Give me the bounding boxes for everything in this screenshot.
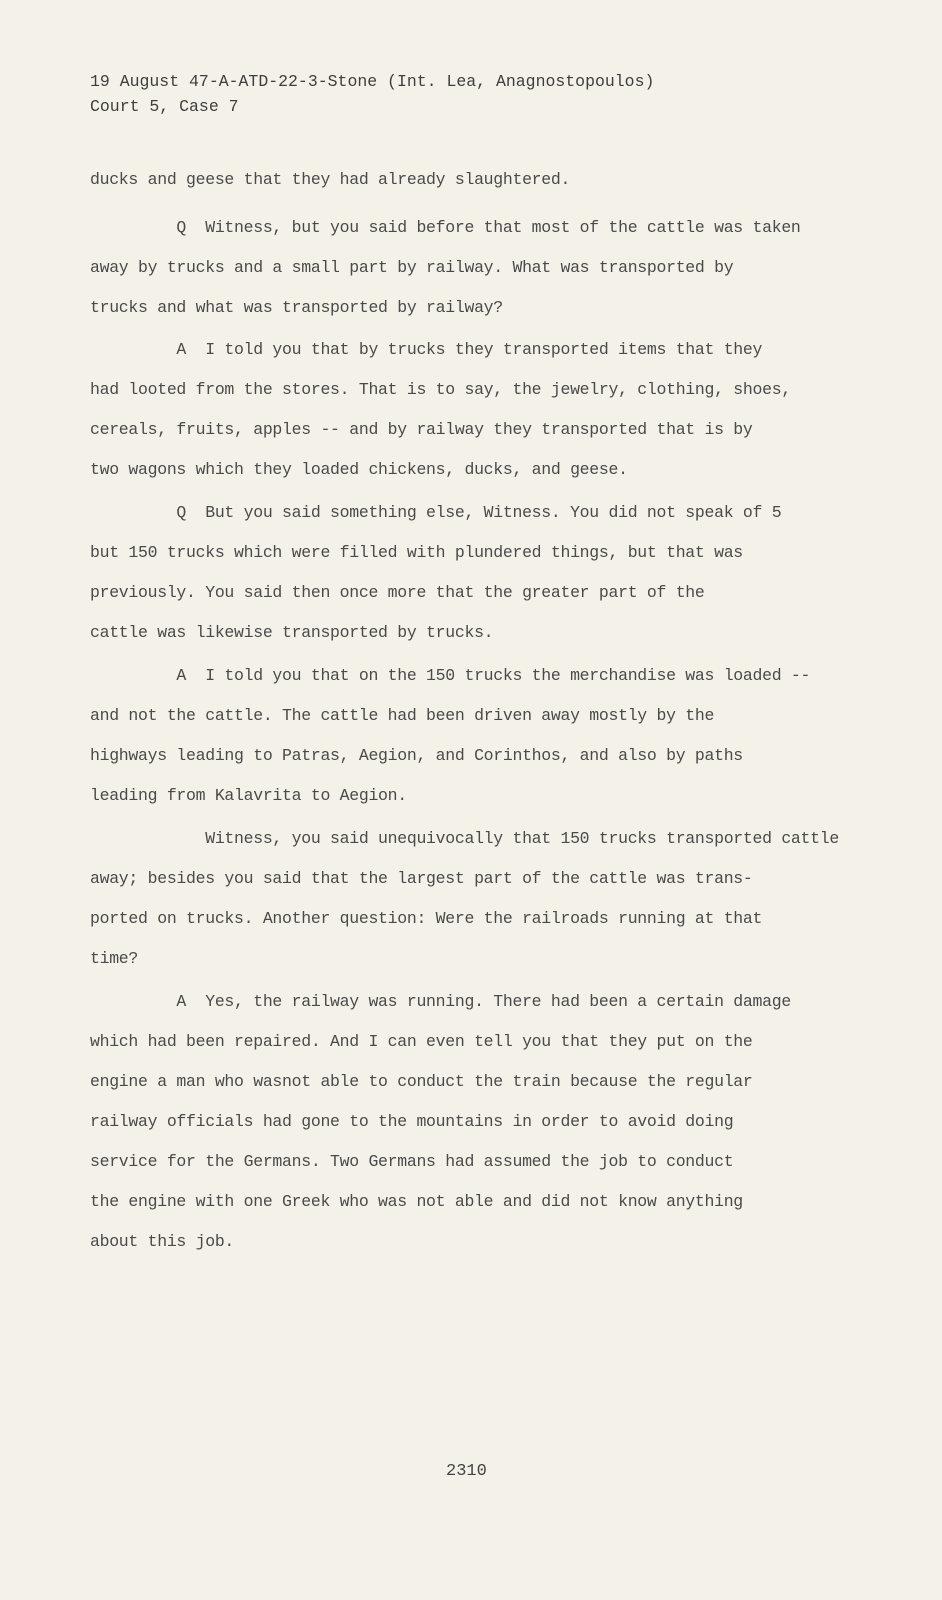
text-line: two wagons which they loaded chickens, ducks, and geese. (90, 460, 628, 479)
text-line: railway officials had gone to the mountains in order to avoid doing (90, 1112, 734, 1131)
text-line: about this job. (90, 1232, 235, 1251)
text-line: Witness, you said unequivocally that 150 trucks transported cattle (90, 829, 839, 848)
text-line: A Yes, the railway was running. There had been a certain damage (90, 992, 791, 1011)
text-line: time? (90, 949, 139, 968)
text-line: the engine with one Greek who was not able and did not know anything (90, 1192, 743, 1211)
text-line: highways leading to Patras, Aegion, and Corinthos, and also by paths (90, 746, 743, 765)
text-line: A I told you that on the 150 trucks the merchandise was loaded -- (90, 666, 811, 685)
text-line: cereals, fruits, apples -- and by railway they transported that is by (90, 420, 753, 439)
text-line: service for the Germans. Two Germans had assumed the job to conduct (90, 1152, 734, 1171)
text-line: ported on trucks. Another question: Were the railroads running at that (90, 909, 763, 928)
text-line: which had been repaired. And I can even tell you that they put on the (90, 1032, 753, 1051)
header-line-2: Court 5, Case 7 (90, 97, 239, 116)
text-line: but 150 trucks which were filled with plundered things, but that was (90, 543, 743, 562)
text-line: engine a man who wasnot able to conduct the train because the regular (90, 1072, 753, 1091)
text-line: previously. You said then once more that the greater part of the (90, 583, 705, 602)
text-line: away by trucks and a small part by railway. What was transported by (90, 258, 734, 277)
text-line: Q Witness, but you said before that most of the cattle was taken (90, 218, 801, 237)
header-line-1: 19 August 47-A-ATD-22-3-Stone (Int. Lea, Anagnostopoulos) (90, 72, 655, 91)
page-number: 2310 (446, 1462, 487, 1481)
text-line: leading from Kalavrita to Aegion. (90, 786, 407, 805)
text-line: had looted from the stores. That is to say, the jewelry, clothing, shoes, (90, 380, 791, 399)
text-line: trucks and what was transported by railway? (90, 298, 503, 317)
text-line: cattle was likewise transported by trucks. (90, 623, 494, 642)
text-line: away; besides you said that the largest part of the cattle was trans- (90, 869, 753, 888)
text-line: and not the cattle. The cattle had been driven away mostly by the (90, 706, 715, 725)
text-line: ducks and geese that they had already slaughtered. (90, 170, 571, 189)
text-line: A I told you that by trucks they transported items that they (90, 340, 763, 359)
text-line: Q But you said something else, Witness. You did not speak of 5 (90, 503, 782, 522)
